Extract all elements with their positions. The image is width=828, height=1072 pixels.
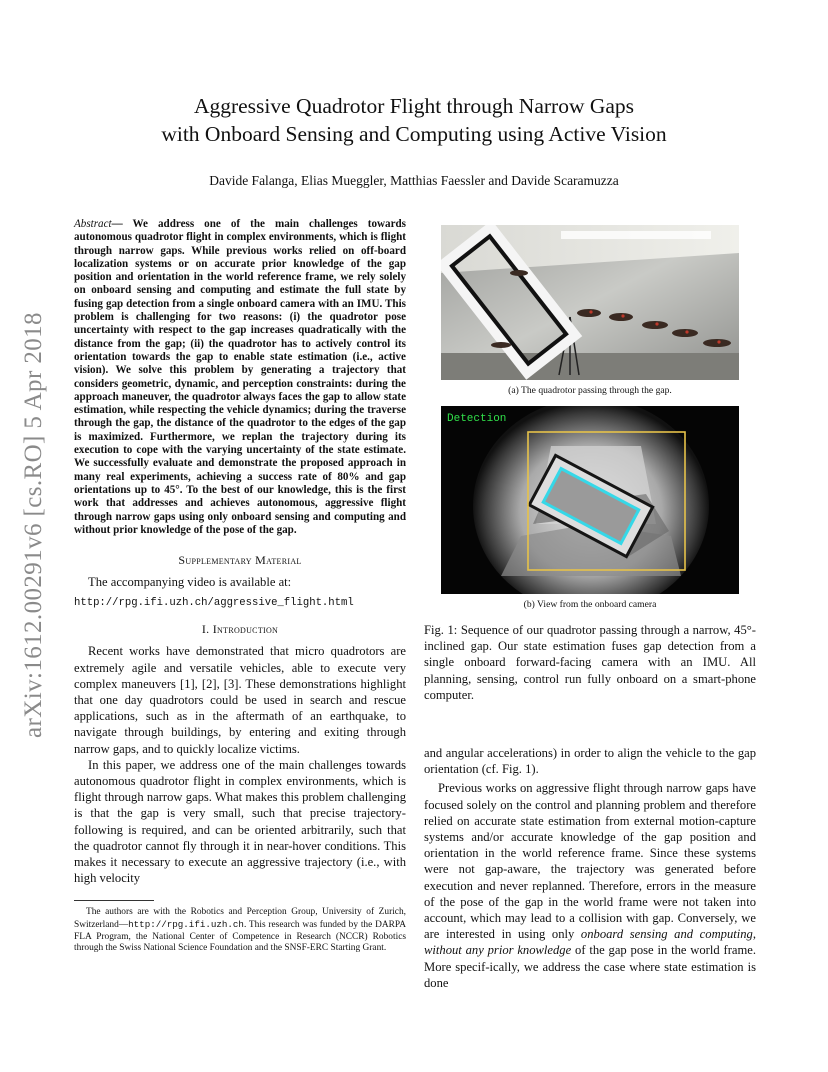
figure-1-caption-text: Sequence of our quadrotor passing through a narrow, 45°-inclined gap. Our state estimation fuses gap detection from a single onboard forward-facing camera with an IMU. All planning, sensing, control run fully onboard on a smart-phone computer. [424, 623, 756, 702]
footnote-text-b: . This research was funded by the DARPA FLA Program, the National Center of Competence in Research (NCCR) Robotics through the Swiss National Science Foundation and the SNSF-ERC Starting Grant. [74, 919, 406, 954]
abstract: Abstract— We address one of the main challenges towards autonomous quadrotor flight in complex environments, which is flight through narrow gaps. While previous works relied on off-board localization systems or on accurate prior knowledge of the gap position and orientation in the world reference frame, we rely solely on onboard sensing and computing and estimate the full state by fusing gap detection from a single onboard camera with an IMU. This problem is challenging for two reasons: (i) the quadrotor pose uncertainty with respect to the gap increases quadratically with the distance from the gap; (ii) the quadrotor has to actively control its orientation towards the gap to enable state estimation (i.e., active vision). We solve this problem by generating a trajectory that considers geometric, dynamic, and perception constraints: during the approach maneuver, the quadrotor always faces the gap to allow state estimation, while respecting the vehicle dynamics; during the traverse through the gap, the distance of the quadrotor to the edges of the gap is maximized. Furthermore, we replan the trajectory during its execution to cope with the varying uncertainty of the state estimate. We successfully evaluate and demonstrate the proposed approach in many real experiments, achieving a success rate of 80% and gap orientations up to 45°. To the best of our knowledge, this is the first work that addresses and achieves autonomous, aggressive flight through narrow gaps using only onboard sensing and computing and without prior knowledge of the pose of the gap. [74, 218, 406, 536]
right-paragraph-2-emphasis-2: without any prior knowledge [424, 943, 572, 958]
right-paragraph-2-part-c: of the gap pose in the world frame. More specif-ically, we address the case where state estimation is done [424, 943, 757, 990]
right-column [424, 225, 756, 991]
right-paragraph-1: and angular accelerations) in order to align the vehicle to the gap orientation (cf. Fig. 1). [424, 746, 756, 777]
introduction-heading: I. Introduction [201, 622, 279, 637]
video-link-line [74, 592, 406, 610]
figure-1b [441, 406, 755, 610]
arxiv-identifier-stamp[interactable] [14, 290, 54, 760]
right-paragraph-2-part-b: , [752, 927, 757, 942]
onboard-camera-view [441, 406, 739, 594]
supplementary-text: The accompanying video is available at: [88, 575, 292, 590]
arxiv-stamp-text: arXiv:1612.00291v6 [cs.RO] 5 Apr 2018 [20, 312, 47, 738]
title-line-2: with Onboard Sensing and Computing using Active Vision [161, 122, 667, 146]
figure-1-caption [424, 622, 756, 703]
video-link[interactable]: http://rpg.ifi.uzh.ch/aggressive_flight.html [74, 597, 354, 610]
quadrotor-sequence-photo [441, 225, 739, 380]
figure-1-label: Fig. 1: [424, 623, 458, 637]
intro-paragraph-2: In this paper, we address one of the main challenges towards autonomous quadrotor flight in complex environments, which is flight through narrow gaps. What makes this problem challenging is that the gap is very small, such that precise trajectory-following is required, and can be oriented arbitrarily, such that the quadrotor cannot fly through it in near-hover conditions. This makes it necessary to execute an aggressive trajectory (i.e., with high velocity [74, 757, 406, 886]
abstract-text: We address one of the main challenges towards autonomous quadrotor flight in complex environments, which is flight through narrow gaps. While previous works relied on off-board localization systems or on accurate prior knowledge of the gap position and orientation in the world reference frame, we rely solely on onboard sensing and computing and estimate the full state by fusing gap detection from a single onboard camera with an IMU. This problem is challenging for two reasons: (i) the quadrotor pose uncertainty with respect to the gap increases quadratically with the distance from the gap; (ii) the quadrotor has to actively control its orientation towards the gap to enable state estimation (i.e., active vision). We solve this problem by generating a trajectory that considers geometric, dynamic, and perception constraints: during the approach maneuver, the quadrotor always faces the gap to allow state estimation, while respecting the vehicle dynamics; during the traverse through the gap, the distance of the quadrotor to the edges of the gap is maximized. Furthermore, we replan the trajectory during its execution to cope with the varying uncertainty of the state estimate. We successfully evaluate and demonstrate the proposed approach in many real experiments, achieving a success rate of 80% and gap orientations up to 45°. To the best of our knowledge, this is the first work that addresses and achieves autonomous, aggressive flight through narrow gaps using only onboard sensing and computing and without prior knowledge of the pose of the gap. [74, 218, 406, 536]
footnote-link[interactable]: http://rpg.ifi.uzh.ch [128, 918, 244, 930]
figure-1a [441, 225, 755, 396]
figure-1b-caption: (b) View from the onboard camera [523, 599, 657, 610]
abstract-label: Abstract [74, 218, 112, 230]
footnote-text-a: The authors are with the Robotics and Perception Group, University of Zurich, Switzerland— [74, 907, 406, 930]
figure-1a-caption: (a) The quadrotor passing through the gap. [508, 385, 672, 396]
right-paragraph-2-part-a: Previous works on aggressive flight through narrow gaps have focused solely on the control and planning problem and therefore relied on accurate state estimation from external motion-capture systems and/or accurate knowledge of the gap position and orientation in the world reference frame. Since these systems were not gap-aware, the trajectory was generated before execution and never replanned. Therefore, errors in the measure of the pose of the gap in the world frame were not taken into account, which may lead to a collision with gap. Conversely, we are interested in using only [424, 781, 756, 942]
intro-paragraph-1: Recent works have demonstrated that micro quadrotors are extremely agile and versatile vehicles, able to execute very complex maneuvers [1], [2], [3]. These demonstrations highlight that one day quadrotors could be used in search and rescue applications, such as in the aftermath of an earthquake, to navigate through buildings, by entering and exiting through narrow gaps, and to quickly localize victims. [74, 644, 406, 756]
author-list: Davide Falanga, Elias Mueggler, Matthias Faessler and Davide Scaramuzza [209, 173, 619, 188]
detection-label: Detection [447, 413, 507, 425]
right-paragraph-2 [424, 780, 756, 991]
title-line-1: Aggressive Quadrotor Flight through Narrow Gaps [193, 94, 635, 118]
right-paragraph-2-emphasis-1: onboard sensing and computing [580, 927, 753, 942]
affiliation-footnote [74, 907, 406, 954]
left-column [74, 218, 406, 955]
supplementary-heading: Supplementary Material [178, 553, 302, 568]
paper-title [0, 92, 828, 148]
